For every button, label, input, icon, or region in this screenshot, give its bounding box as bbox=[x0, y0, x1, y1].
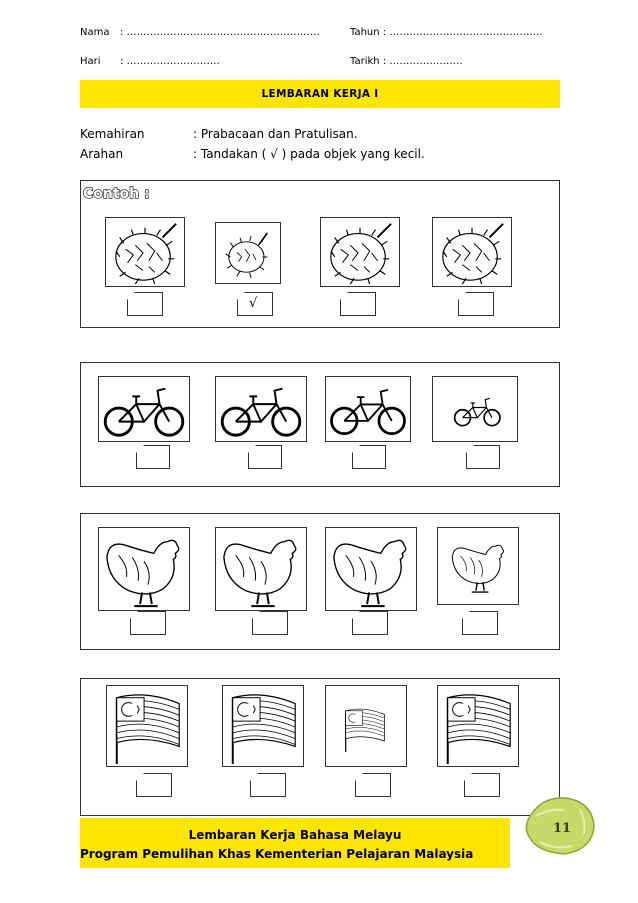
tarikh-field[interactable]: Tarikh : …………………. bbox=[350, 56, 463, 67]
chicken-icon bbox=[216, 528, 306, 610]
nama-label: Nama bbox=[80, 27, 110, 38]
answer-box[interactable] bbox=[464, 773, 500, 797]
bicycle-picture bbox=[325, 376, 411, 442]
durian-icon bbox=[216, 223, 280, 283]
answer-box[interactable] bbox=[248, 445, 282, 469]
hari-field[interactable]: : ………………………. bbox=[120, 56, 220, 67]
chicken-icon bbox=[99, 528, 189, 610]
page-number-badge bbox=[520, 790, 600, 860]
arahan-label: Arahan bbox=[80, 147, 124, 161]
answer-box[interactable] bbox=[466, 445, 500, 469]
answer-box[interactable] bbox=[250, 773, 286, 797]
flag-icon bbox=[223, 686, 303, 766]
bicycle-picture bbox=[432, 376, 518, 442]
flag-icon bbox=[326, 686, 406, 766]
flag-picture bbox=[325, 685, 407, 767]
durian-icon bbox=[433, 218, 511, 286]
flag-picture bbox=[106, 685, 188, 767]
tick-mark: √ bbox=[249, 296, 258, 311]
answer-box[interactable] bbox=[462, 611, 498, 635]
bicycle-picture bbox=[98, 376, 190, 442]
durian-picture bbox=[320, 217, 400, 287]
answer-box[interactable] bbox=[252, 611, 288, 635]
durian-picture bbox=[215, 222, 281, 284]
chicken-picture bbox=[437, 527, 519, 605]
durian-picture bbox=[105, 217, 185, 287]
hari-label: Hari bbox=[80, 56, 101, 67]
answer-box[interactable] bbox=[130, 611, 166, 635]
answer-box[interactable] bbox=[355, 773, 391, 797]
arahan-value: : Tandakan ( √ ) pada objek yang kecil. bbox=[193, 147, 425, 161]
chicken-picture bbox=[325, 527, 417, 611]
chicken-picture bbox=[215, 527, 307, 611]
flag-icon bbox=[107, 686, 187, 766]
footer-banner bbox=[80, 818, 510, 868]
page-number: 11 bbox=[552, 821, 572, 836]
bicycle-icon bbox=[99, 377, 189, 441]
worksheet-title bbox=[80, 80, 560, 108]
footer-title: Lembaran Kerja Bahasa Melayu bbox=[188, 828, 402, 842]
kemahiran-value: : Prabacaan dan Pratulisan. bbox=[193, 127, 358, 141]
answer-box[interactable] bbox=[458, 292, 494, 316]
answer-box[interactable] bbox=[127, 292, 163, 316]
answer-box[interactable] bbox=[352, 611, 388, 635]
answer-box[interactable] bbox=[136, 445, 170, 469]
nama-field[interactable]: : …………………………………………………. bbox=[120, 27, 320, 38]
chicken-icon bbox=[326, 528, 416, 610]
answer-box[interactable] bbox=[136, 773, 172, 797]
bicycle-icon bbox=[326, 377, 410, 441]
tahun-field[interactable]: Tahun : ………………………………………. bbox=[350, 27, 543, 38]
durian-icon bbox=[321, 218, 399, 286]
chicken-icon bbox=[438, 528, 518, 604]
bicycle-picture bbox=[215, 376, 307, 442]
flag-picture bbox=[437, 685, 519, 767]
answer-box[interactable] bbox=[352, 445, 386, 469]
leaf-badge-icon bbox=[520, 790, 600, 860]
flag-picture bbox=[222, 685, 304, 767]
worksheet-title-text: LEMBARAN KERJA I bbox=[261, 88, 379, 100]
chicken-picture bbox=[98, 527, 190, 611]
durian-icon bbox=[106, 218, 184, 286]
answer-box[interactable] bbox=[340, 292, 376, 316]
bicycle-icon bbox=[433, 377, 517, 441]
bicycle-icon bbox=[216, 377, 306, 441]
example-label: Contoh : bbox=[83, 186, 150, 202]
durian-picture bbox=[432, 217, 512, 287]
kemahiran-label: Kemahiran bbox=[80, 127, 145, 141]
footer-program: Program Pemulihan Khas Kementerian Pelajaran Malaysia bbox=[80, 847, 474, 861]
flag-icon bbox=[438, 686, 518, 766]
